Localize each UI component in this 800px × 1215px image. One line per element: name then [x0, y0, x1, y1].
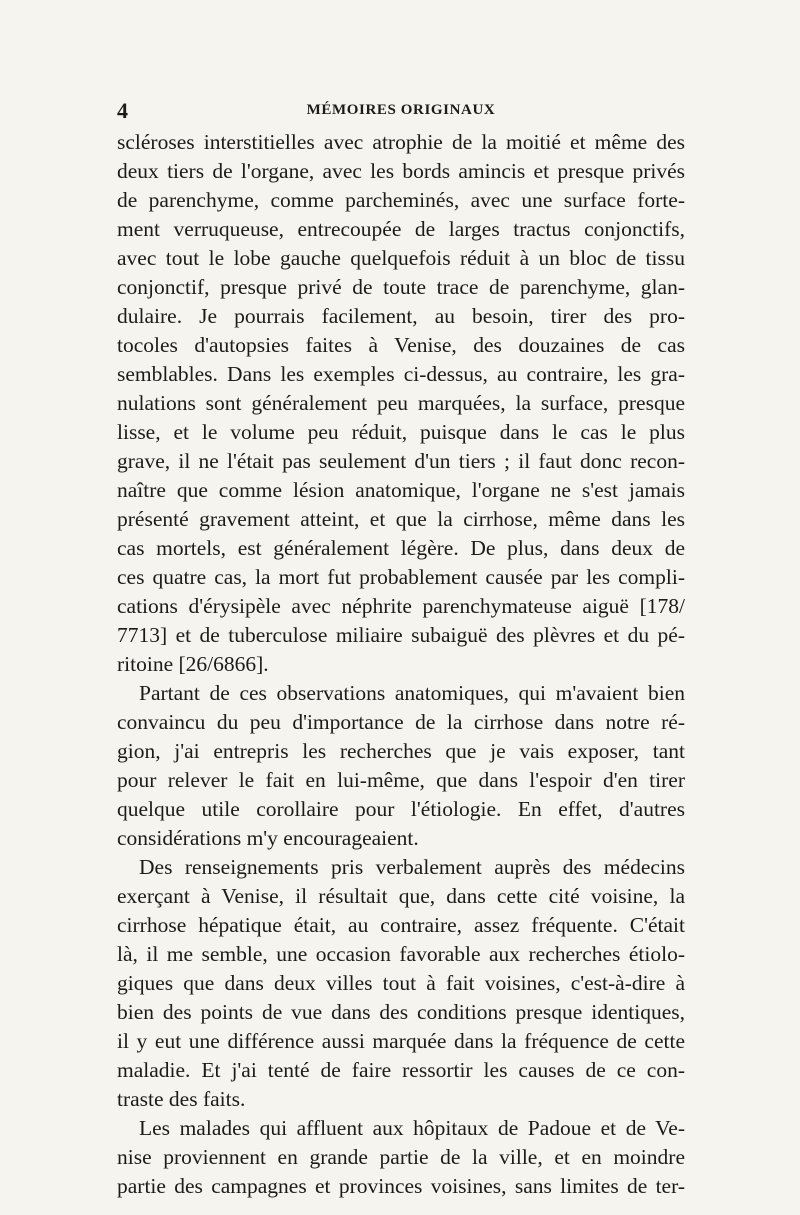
- text-line: gion, j'ai entrepris les recherches que je vais exposer, tant: [117, 739, 685, 763]
- text-line: conjonctif, presque privé de toute trace de parenchyme, glan-: [117, 275, 685, 299]
- text-line: Partant de ces observations anatomiques, qui m'avaient bien: [139, 681, 685, 705]
- text-line: semblables. Dans les exemples ci-dessus, au contraire, les gra-: [117, 362, 685, 386]
- text-line: cirrhose hépatique était, au contraire, assez fréquente. C'était: [117, 913, 685, 937]
- text-line: de parenchyme, comme parcheminés, avec une surface forte-: [117, 188, 685, 212]
- text-line: tocoles d'autopsies faites à Venise, des douzaines de cas: [117, 333, 685, 357]
- running-head: MÉMOIRES ORIGINAUX: [306, 102, 496, 118]
- text-line: ritoine [26/6866].: [117, 652, 269, 676]
- text-line: avec tout le lobe gauche quelquefois réduit à un bloc de tissu: [117, 246, 685, 270]
- text-line: il y eut une différence aussi marquée dans la fréquence de cette: [117, 1029, 685, 1053]
- text-line: cas mortels, est généralement légère. De plus, dans deux de: [117, 536, 685, 560]
- text-line: naître que comme lésion anatomique, l'organe ne s'est jamais: [117, 478, 685, 502]
- text-line: ment verruqueuse, entrecoupée de larges tractus conjonctifs,: [117, 217, 685, 241]
- text-line: présenté gravement atteint, et que la cirrhose, même dans les: [117, 507, 685, 531]
- page-number: 4: [117, 98, 128, 123]
- text-line: nulations sont généralement peu marquées, la surface, presque: [117, 391, 685, 415]
- text-line: nise proviennent en grande partie de la ville, et en moindre: [117, 1145, 685, 1169]
- text-line: convaincu du peu d'importance de la cirrhose dans notre ré-: [117, 710, 685, 734]
- page-header: [117, 98, 685, 122]
- text-line: exerçant à Venise, il résultait que, dans cette cité voisine, la: [117, 884, 685, 908]
- text-line: dulaire. Je pourrais facilement, au besoin, tirer des pro-: [117, 304, 685, 328]
- text-line: traste des faits.: [117, 1087, 246, 1111]
- text-line: là, il me semble, une occasion favorable aux recherches étiolo-: [117, 942, 685, 966]
- text-line: cations d'érysipèle avec néphrite parenchymateuse aiguë [178/: [117, 594, 685, 618]
- text-line: scléroses interstitielles avec atrophie de la moitié et même des: [117, 130, 685, 154]
- text-line: considérations m'y encourageaient.: [117, 826, 419, 850]
- text-line: quelque utile corollaire pour l'étiologie. En effet, d'autres: [117, 797, 685, 821]
- text-line: grave, il ne l'était pas seulement d'un tiers ; il faut donc recon-: [117, 449, 685, 473]
- text-line: Des renseignements pris verbalement auprès des médecins: [139, 855, 685, 879]
- body-text: [117, 128, 685, 1201]
- text-line: lisse, et le volume peu réduit, puisque dans le cas le plus: [117, 420, 685, 444]
- text-line: ces quatre cas, la mort fut probablement causée par les compli-: [117, 565, 685, 589]
- text-line: giques que dans deux villes tout à fait voisines, c'est-à-dire à: [117, 971, 685, 995]
- text-line: 7713] et de tuberculose miliaire subaiguë des plèvres et du pé-: [117, 623, 685, 647]
- text-line: deux tiers de l'organe, avec les bords amincis et presque privés: [117, 159, 685, 183]
- text-line: bien des points de vue dans des conditions presque identiques,: [117, 1000, 685, 1024]
- text-line: Les malades qui affluent aux hôpitaux de Padoue et de Ve-: [139, 1116, 685, 1140]
- text-line: pour relever le fait en lui-même, que dans l'espoir d'en tirer: [117, 768, 685, 792]
- text-line: partie des campagnes et provinces voisines, sans limites de ter-: [117, 1174, 685, 1198]
- text-line: maladie. Et j'ai tenté de faire ressortir les causes de ce con-: [117, 1058, 685, 1082]
